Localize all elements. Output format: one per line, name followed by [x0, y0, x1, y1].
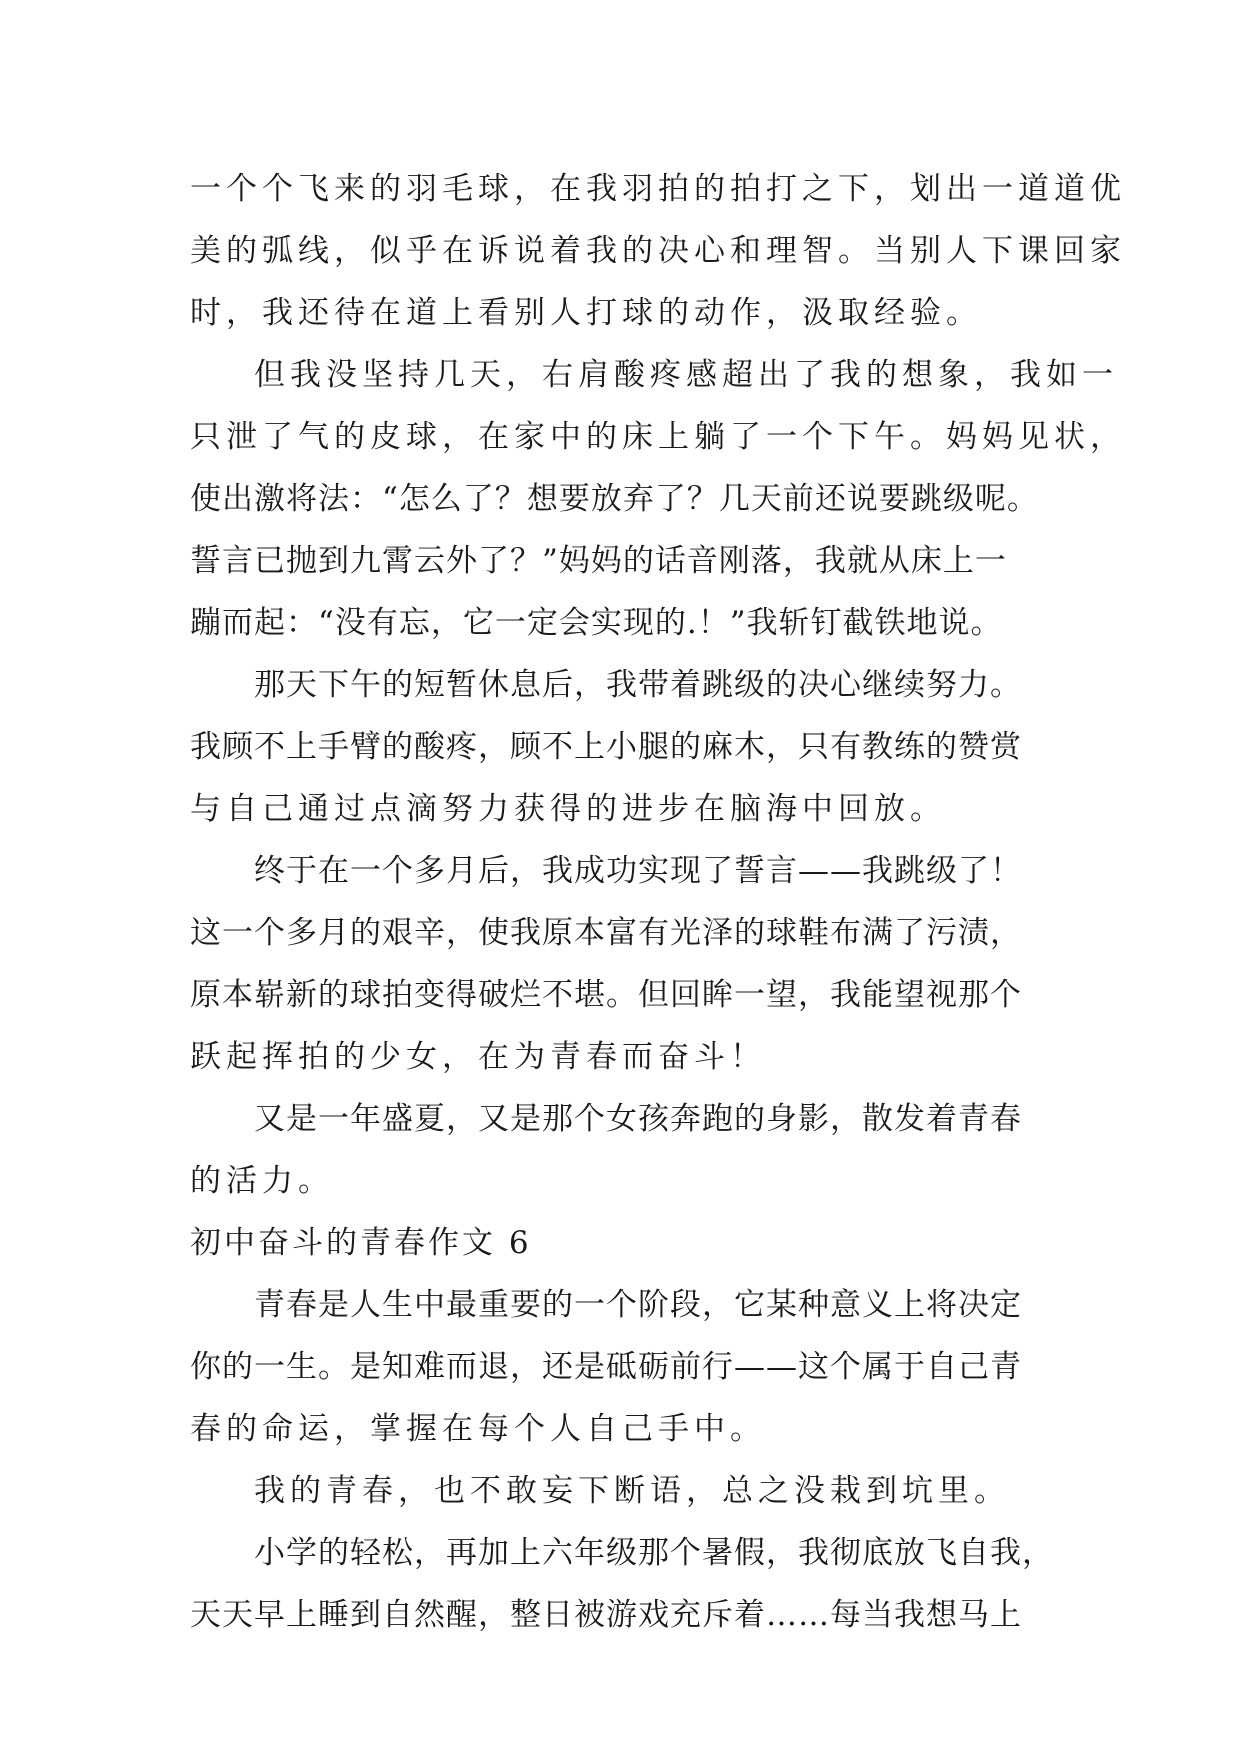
essay-body: [190, 158, 1126, 1646]
paragraph-line: 与自己通过点滴努力获得的进步在脑海中回放。: [190, 791, 946, 827]
paragraph-line: 的活力。: [190, 1163, 334, 1199]
paragraph-line: 你的一生。是知难而退，还是砥砺前行——这个属于自己青: [190, 1349, 1022, 1385]
paragraph-line: 春的命运，掌握在每个人自己手中。: [190, 1411, 766, 1447]
paragraph-line: 这一个多月的艰辛，使我原本富有光泽的球鞋布满了污渍，: [190, 915, 1022, 951]
section-heading: 初中奋斗的青春作文 6: [190, 1225, 532, 1261]
paragraph-line: 但我没坚持几天，右肩酸疼感超出了我的想象，我如一: [254, 357, 1118, 393]
paragraph-line: 蹦而起：“没有忘，它一定会实现的.！”我斩钉截铁地说。: [190, 605, 1003, 641]
paragraph-line: 只泄了气的皮球，在家中的床上躺了一个下午。妈妈见状，: [190, 419, 1126, 455]
paragraph-line: 青春是人生中最重要的一个阶段，它某种意义上将决定: [254, 1287, 1022, 1323]
paragraph-line: 那天下午的短暂休息后，我带着跳级的决心继续努力。: [254, 667, 1022, 703]
paragraph-line: 美的弧线，似乎在诉说着我的决心和理智。当别人下课回家: [190, 233, 1126, 269]
paragraph-line: 我的青春，也不敢妄下断语，总之没栽到坑里。: [254, 1473, 1010, 1509]
paragraph-line: 原本崭新的球拍变得破烂不堪。但回眸一望，我能望视那个: [190, 977, 1022, 1013]
paragraph-line: 誓言已抛到九霄云外了？”妈妈的话音刚落，我就从床上一: [190, 543, 1007, 579]
paragraph-line: 天天早上睡到自然醒，整日被游戏充斥着……每当我想马上: [190, 1597, 1022, 1633]
paragraph-line: 我顾不上手臂的酸疼，顾不上小腿的麻木，只有教练的赞赏: [190, 729, 1022, 765]
paragraph-line: 小学的轻松，再加上六年级那个暑假，我彻底放飞自我，: [254, 1535, 1054, 1571]
paragraph-line: 一个个飞来的羽毛球，在我羽拍的拍打之下，划出一道道优: [190, 171, 1126, 207]
paragraph-line: 终于在一个多月后，我成功实现了誓言——我跳级了！: [254, 853, 1022, 889]
paragraph-line: 时，我还待在道上看别人打球的动作，汲取经验。: [190, 295, 982, 331]
paragraph-line: 又是一年盛夏，又是那个女孩奔跑的身影，散发着青春: [254, 1101, 1022, 1137]
paragraph-line: 跃起挥拍的少女，在为青春而奋斗！: [190, 1039, 766, 1075]
paragraph-line: 使出激将法：“怎么了？想要放弃了？几天前还说要跳级呢。: [190, 481, 1039, 517]
